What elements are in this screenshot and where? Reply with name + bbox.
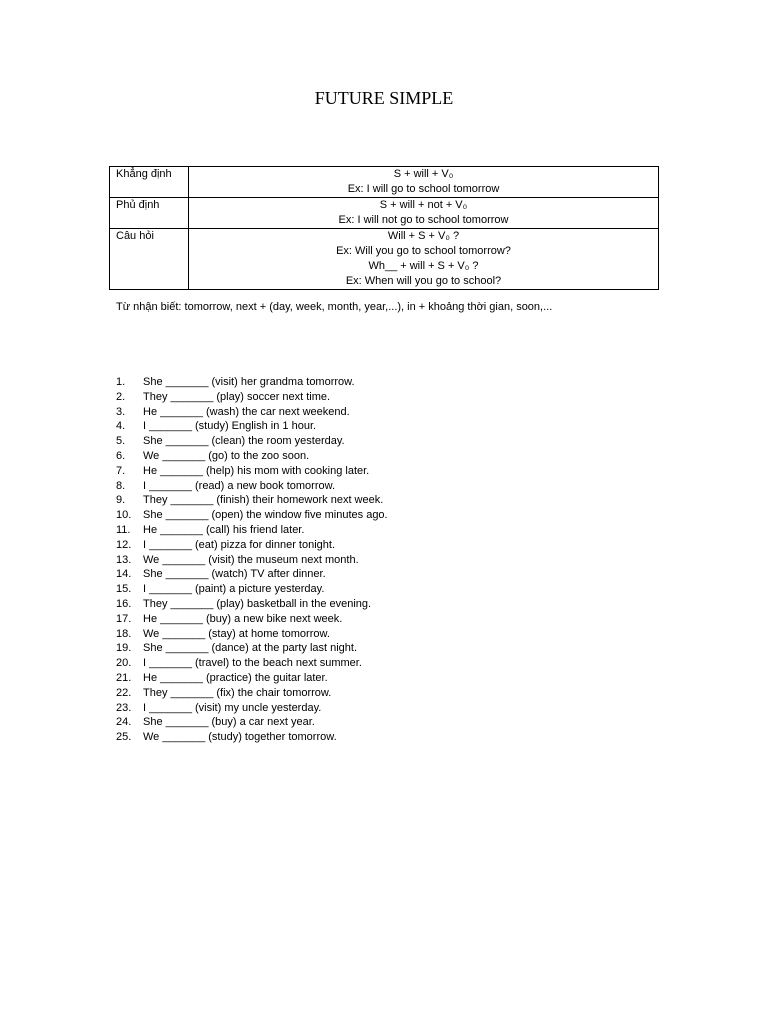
exercise-number: 18. [116, 627, 132, 640]
list-item [116, 464, 388, 479]
exercise-text: We _______ (go) to the zoo soon. [143, 449, 310, 462]
signal-words-text: Từ nhận biết: tomorrow, next + (day, week, month, year,...), in + khoảng thời gian, soon,... [116, 301, 553, 313]
exercise-number: 4. [116, 420, 126, 433]
exercise-number: 20. [116, 657, 132, 670]
list-item [116, 508, 388, 523]
exercise-number: 19. [116, 642, 132, 655]
table-content-line: Ex: Will you go to school tomorrow? [336, 245, 511, 257]
table-content-line: Ex: I will go to school tomorrow [347, 183, 500, 195]
table-row-content [189, 229, 659, 290]
exercise-text: He _______ (call) his friend later. [143, 523, 305, 536]
exercise-text: He _______ (help) his mom with cooking later. [143, 464, 370, 477]
table-content-line: Ex: I will not go to school tomorrow [338, 214, 509, 226]
table-row-label: Khẳng định [110, 167, 189, 198]
table-row [110, 229, 659, 290]
page-title: FUTURE SIMPLE [314, 88, 454, 108]
table-row-label: Phủ định [110, 198, 189, 229]
exercise-number: 12. [116, 538, 132, 551]
list-item [116, 686, 388, 701]
table-content-line: Wh__ + will + S + V₀ ? [368, 260, 479, 272]
grammar-table [109, 166, 659, 290]
table-content-line: S + will + not + V₀ [379, 199, 468, 211]
list-item [116, 582, 388, 597]
list-item [116, 523, 388, 538]
exercise-number: 9. [116, 494, 126, 507]
exercise-number: 24. [116, 716, 132, 729]
exercise-text: We _______ (stay) at home tomorrow. [143, 627, 330, 640]
exercise-text: I _______ (study) English in 1 hour. [143, 420, 317, 433]
exercise-number: 6. [116, 449, 126, 462]
exercise-text: He _______ (wash) the car next weekend. [143, 405, 350, 418]
exercise-number: 5. [116, 435, 126, 448]
list-item [116, 553, 388, 568]
list-item [116, 701, 388, 716]
list-item [116, 419, 388, 434]
list-item [116, 538, 388, 553]
list-item [116, 627, 388, 642]
table-row-content [189, 167, 659, 198]
exercise-text: She _______ (dance) at the party last night. [143, 642, 358, 655]
exercise-number: 15. [116, 583, 132, 596]
exercise-number: 17. [116, 612, 132, 625]
exercise-number: 1. [116, 376, 126, 388]
list-item [116, 715, 388, 730]
exercise-text: She _______ (clean) the room yesterday. [143, 435, 345, 448]
exercise-text: They _______ (fix) the chair tomorrow. [143, 686, 332, 699]
list-item [116, 375, 388, 390]
table-row [110, 198, 659, 229]
exercise-number: 11. [116, 523, 131, 536]
exercise-number: 25. [116, 731, 132, 744]
exercise-text: They _______ (finish) their homework next week. [143, 494, 384, 507]
exercise-number: 7. [116, 464, 126, 477]
list-item [116, 390, 388, 405]
exercise-number: 8. [116, 479, 126, 492]
table-content-line: Will + S + V₀ ? [387, 230, 460, 242]
exercise-number: 23. [116, 701, 132, 714]
exercise-text: I _______ (visit) my uncle yesterday. [143, 701, 322, 714]
exercise-text: She _______ (visit) her grandma tomorrow. [143, 376, 355, 388]
exercise-number: 2. [116, 390, 126, 403]
exercise-text: I _______ (paint) a picture yesterday. [143, 583, 325, 596]
exercise-text: They _______ (play) basketball in the evening. [143, 597, 372, 610]
exercise-text: She _______ (buy) a car next year. [143, 716, 315, 729]
exercise-text: She _______ (watch) TV after dinner. [143, 568, 326, 581]
list-item [116, 405, 388, 420]
exercise-text: I _______ (read) a new book tomorrow. [143, 479, 336, 492]
list-item [116, 449, 388, 464]
list-item [116, 730, 388, 745]
exercise-text: They _______ (play) soccer next time. [143, 390, 331, 403]
exercise-number: 13. [116, 553, 132, 566]
exercise-text: He _______ (buy) a new bike next week. [143, 612, 343, 625]
exercise-number: 14. [116, 568, 132, 581]
exercise-text: She _______ (open) the window five minutes ago. [143, 509, 388, 522]
list-item [116, 671, 388, 686]
exercise-text: We _______ (visit) the museum next month. [143, 553, 359, 566]
list-item [116, 493, 388, 508]
list-item [116, 434, 388, 449]
table-row [110, 167, 659, 198]
list-item [116, 597, 388, 612]
list-item [116, 567, 388, 582]
table-content-line: S + will + V₀ [393, 168, 454, 180]
exercise-text: I _______ (travel) to the beach next summer. [143, 657, 362, 670]
table-row-label: Câu hỏi [110, 229, 189, 290]
exercise-number: 16. [116, 597, 132, 610]
exercise-text: He _______ (practice) the guitar later. [143, 671, 328, 684]
exercise-number: 22. [116, 686, 132, 699]
list-item [116, 641, 388, 656]
table-row-content [189, 198, 659, 229]
list-item [116, 479, 388, 494]
exercise-text: I _______ (eat) pizza for dinner tonight. [143, 538, 336, 551]
table-content-line: Ex: When will you go to school? [345, 275, 502, 287]
exercise-number: 21. [116, 671, 132, 684]
exercise-list [116, 375, 388, 745]
exercise-text: We _______ (study) together tomorrow. [143, 731, 337, 744]
exercise-number: 3. [116, 405, 126, 418]
list-item [116, 612, 388, 627]
exercise-number: 10. [116, 509, 132, 522]
list-item [116, 656, 388, 671]
